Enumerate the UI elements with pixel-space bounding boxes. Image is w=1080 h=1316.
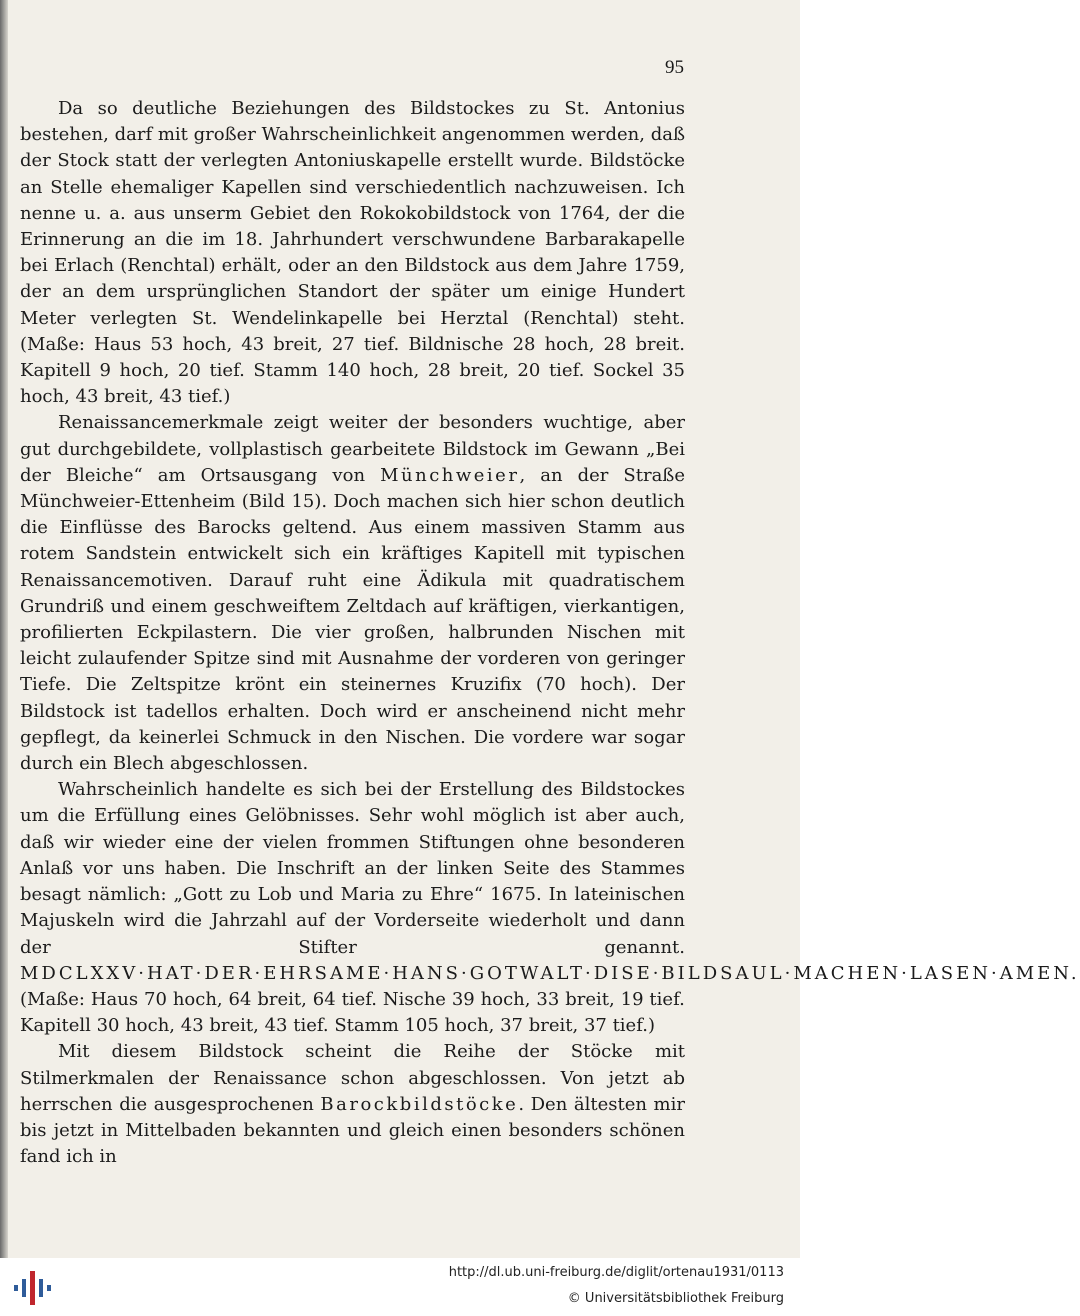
paragraph-4-spaced-term: Barockbildstöcke [320,1093,519,1115]
paragraph-3-text-after: (Maße: Haus 70 hoch, 64 breit, 64 tief. Nische 39 hoch, 33 breit, 19 tief. Kapitell 30 hoch, 43 breit, 43 tief. Stamm 105 hoch, 37 breit, 37 tief.) [20,988,685,1037]
paragraph-4-text-before: Mit diesem Bildstock scheint die Reihe der Stöcke mit Stilmerkmalen der Renaissance schon abgeschlossen. Von jetzt ab herrschen die ausgesprochenen [20,1041,685,1115]
page-edge-shadow [0,0,8,1258]
paragraph-3-inscription: MDCLXXV·HAT·DER·EHRSAME·HANS·GOTWALT·DISE·BILDSAUL·MACHEN·LASEN·AMEN. [20,962,1080,984]
paragraph-1 [20,96,685,410]
footer-url-link[interactable]: http://dl.ub.uni-freiburg.de/diglit/ortenau1931/0113 [448,1265,784,1280]
paragraph-3-text-before: Wahrscheinlich handelte es sich bei der Erstellung des Bildstockes um die Erfüllung eines Gelöbnisses. Sehr wohl möglich ist aber auch, daß wir wieder eine der vielen frommen Stiftungen ohne besonderen Anlaß vor uns haben. Die Inschrift an der linken Seite des Stammes besagt nämlich: „Gott zu Lob und Maria zu Ehre“ 1675. In lateinischen Majuskeln wird die Jahrzahl auf der Vorderseite wiederholt und dann der Stifter genannt. [20,779,685,958]
paragraph-2-text-after: , an der Straße Münchweier-Ettenheim (Bild 15). Doch machen sich hier schon deutlich die Einflüsse des Barocks geltend. Aus einem massiven Stamm aus rotem Sandstein entwickelt sich ein kräftiges Kapitell mit typischen Renaissancemotiven. Darauf ruht eine Ädikula mit quadratischem Grundriß und einem geschweiftem Zeltdach auf kräftigen, vierkantigen, profilierten Eckpilastern. Die vier großen, halbrunden Nischen mit leicht zulaufender Spitze sind mit Ausnahme der vorderen von geringer Tiefe. Die Zeltspitze krönt ein steinernes Kruzifix (70 hoch). Der Bildstock ist tadellos erhalten. Doch wird er anscheinend nicht mehr gepflegt, da keinerlei Schmuck in den Nischen. Die vordere war sogar durch ein Blech abgeschlossen. [20,464,685,775]
paragraph-1-text: Da so deutliche Beziehungen des Bildstockes zu St. Antonius bestehen, darf mit großer Wahrscheinlichkeit angenommen werden, daß der Stock statt der verlegten Antoniuskapelle erstellt wurde. Bildstöcke an Stelle ehemaliger Kapellen sind verschiedentlich nachzuweisen. Ich nenne u. a. aus unserm Gebiet den Rokokobildstock von 1764, der die Erinnerung an die im 18. Jahrhundert verschwundene Barbarakapelle bei Erlach (Renchtal) erhält, oder an den Bildstock aus dem Jahre 1759, der an dem ursprünglichen Standort der später um einige Hundert Meter verlegten St. Wendelinkapelle bei Herztal (Renchtal) steht. (Maße: Haus 53 hoch, 43 breit, 27 tief. Bildnische 28 hoch, 28 breit. Kapitell 9 hoch, 20 tief. Stamm 140 hoch, 28 breit, 20 tief. Sockel 35 hoch, 43 breit, 43 tief.) [20,98,685,408]
paragraph-3 [20,777,1080,1039]
body-text [20,96,1080,1170]
footer-copyright: © Universitätsbibliothek Freiburg [567,1291,784,1306]
paragraph-2-text-before: Renaissancemerkmale zeigt weiter der besonders wuchtige, aber gut durchgebildete, vollplastisch gearbeitete Bildstock im Gewann „Bei der Bleiche“ am Ortsausgang von [20,412,685,486]
footer [0,1258,800,1316]
paragraph-2 [20,410,685,777]
paragraph-4 [20,1039,685,1170]
paragraph-2-spaced-place-name: Münchweier [380,464,520,486]
paragraph-4-text-after: . Den ältesten mir bis jetzt in Mittelbaden bekannten und gleich einen besonders schönen fand ich in [20,1093,685,1168]
university-library-logo-icon [12,1269,52,1307]
page-number: 95 [665,57,684,78]
